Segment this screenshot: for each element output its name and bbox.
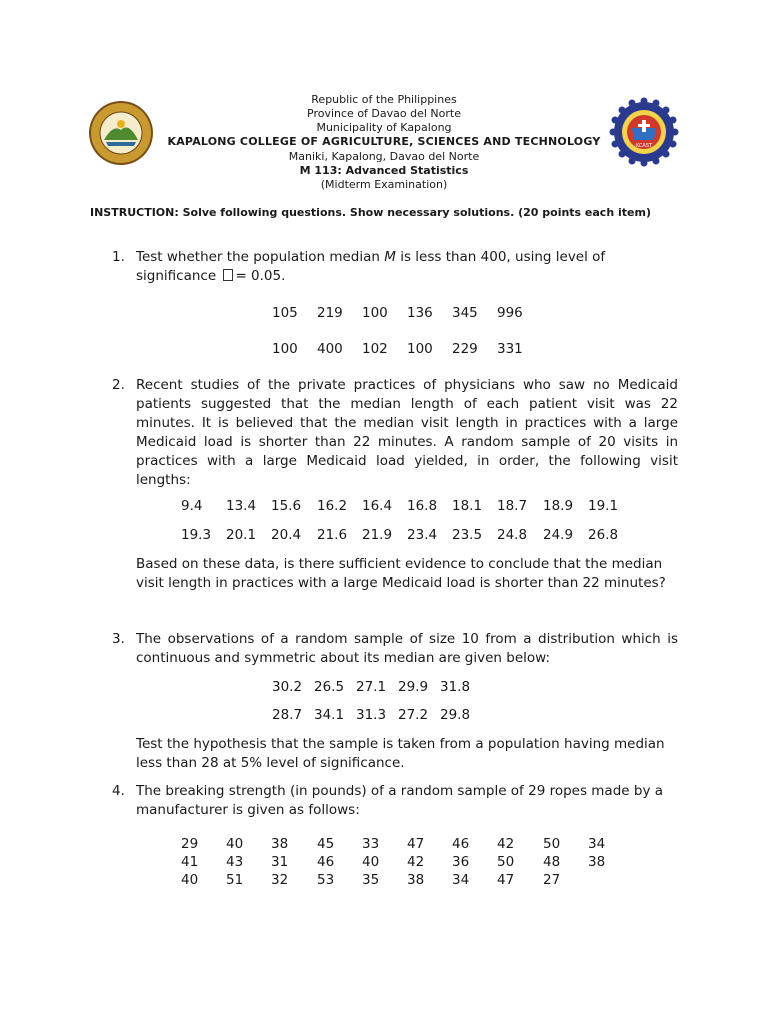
data-cell: 29.8 (440, 707, 471, 723)
data-cell: 24.8 (497, 527, 528, 543)
data-cell: 23.5 (452, 527, 483, 543)
college-name: KAPALONG COLLEGE OF AGRICULTURE, SCIENCES AND TECHNOLOGY (167, 135, 601, 148)
data-cell: 21.6 (317, 527, 348, 543)
data-cell: 29.9 (398, 679, 429, 695)
data-cell: 47 (497, 872, 515, 888)
data-cell: 345 (452, 305, 478, 321)
data-cell: 53 (317, 872, 335, 888)
question-followup: Based on these data, is there sufficient evidence to conclude that the median visit length in practices with a large Medicaid load is shorter than 22 minutes? (136, 556, 666, 591)
data-cell: 33 (362, 836, 380, 852)
data-cell: 996 (497, 305, 523, 321)
missing-glyph-box (223, 269, 233, 281)
data-cell: 51 (226, 872, 244, 888)
data-cell: 18.1 (452, 498, 483, 514)
data-cell: 27.1 (356, 679, 387, 695)
data-cell: 18.7 (497, 498, 528, 514)
data-cell: 40 (362, 854, 380, 870)
data-cell: 46 (317, 854, 335, 870)
data-cell: 35 (362, 872, 380, 888)
data-cell: 20.1 (226, 527, 257, 543)
data-cell: 102 (362, 341, 388, 357)
data-cell: 38 (271, 836, 289, 852)
data-cell: 15.6 (271, 498, 302, 514)
data-cell: 34.1 (314, 707, 345, 723)
data-cell: 43 (226, 854, 244, 870)
data-cell: 16.8 (407, 498, 438, 514)
data-cell: 40 (181, 872, 199, 888)
data-cell: 229 (452, 341, 478, 357)
data-cell: 27.2 (398, 707, 429, 723)
data-cell: 41 (181, 854, 199, 870)
course-title: M 113: Advanced Statistics (299, 164, 469, 177)
data-cell: 31.3 (356, 707, 387, 723)
data-cell: 219 (317, 305, 343, 321)
instruction-text: Solve following questions. Show necessary solutions. (20 points each item) (178, 206, 651, 219)
data-cell: 50 (497, 854, 515, 870)
data-cell: 9.4 (181, 498, 203, 514)
data-cell: 105 (272, 305, 298, 321)
data-cell: 45 (317, 836, 335, 852)
data-cell: 31 (271, 854, 289, 870)
instruction-label: INSTRUCTION: (90, 206, 179, 219)
data-cell: 47 (407, 836, 425, 852)
data-cell: 27 (543, 872, 561, 888)
data-cell: 32 (271, 872, 289, 888)
data-cell: 16.4 (362, 498, 393, 514)
data-cell: 38 (407, 872, 425, 888)
instruction (90, 206, 651, 220)
data-cell: 34 (588, 836, 606, 852)
data-cell: 48 (543, 854, 561, 870)
data-cell: 23.4 (407, 527, 438, 543)
data-cell: 20.4 (271, 527, 302, 543)
data-cell: 38 (588, 854, 606, 870)
data-cell: 46 (452, 836, 470, 852)
exam-type: (Midterm Examination) (320, 178, 448, 191)
data-cell: 19.1 (588, 498, 619, 514)
data-cell: 18.9 (543, 498, 574, 514)
data-cell: 28.7 (272, 707, 303, 723)
data-cell: 136 (407, 305, 433, 321)
question-text: The observations of a random sample of size 10 from a distribution which is continuous and symmetric about its median are given below: (136, 631, 678, 666)
data-cell: 40 (226, 836, 244, 852)
question-text: The breaking strength (in pounds) of a random sample of 29 ropes made by a manufacturer is given as follows: (136, 783, 663, 818)
data-cell: 24.9 (543, 527, 574, 543)
question-text: Test whether the population median M is less than 400, using level of significance = 0.05. (136, 249, 606, 284)
question-number: 1. (112, 249, 125, 265)
data-cell: 26.8 (588, 527, 619, 543)
data-cell: 13.4 (226, 498, 257, 514)
question-text: Recent studies of the private practices of physicians who saw no Medicaid patients suggested that the median length of each patient visit was 22 minutes. It is believed that the median visit length in practices with a large Medicaid load is shorter than 22 minutes. A random sample of 20 visits in practices with a large Medicaid load yielded, in order, the following visit lengths: (136, 377, 678, 488)
data-cell: 19.3 (181, 527, 212, 543)
question-followup: Test the hypothesis that the sample is taken from a population having median less than 28 at 5% level of significance. (136, 736, 665, 771)
seal-left-text: BAYAN NG KAPALONG (88, 95, 161, 102)
data-cell: 100 (362, 305, 388, 321)
data-cell: 50 (543, 836, 561, 852)
data-cell: 36 (452, 854, 470, 870)
seal-right-text: KCAST (635, 143, 653, 149)
header-republic: Republic of the Philippines (311, 93, 457, 106)
data-cell: 34 (452, 872, 470, 888)
header-province: Province of Davao del Norte (307, 107, 461, 120)
data-cell: 42 (407, 854, 425, 870)
data-cell: 31.8 (440, 679, 471, 695)
data-cell: 100 (272, 341, 298, 357)
data-cell: 30.2 (272, 679, 303, 695)
data-cell: 400 (317, 341, 343, 357)
question-number: 2. (112, 377, 125, 393)
data-cell: 42 (497, 836, 515, 852)
data-cell: 29 (181, 836, 199, 852)
data-cell: 331 (497, 341, 523, 357)
question-number: 4. (112, 783, 125, 799)
college-address: Maniki, Kapalong, Davao del Norte (288, 150, 480, 163)
data-cell: 16.2 (317, 498, 348, 514)
header-municipality: Municipality of Kapalong (316, 121, 452, 134)
question-number: 3. (112, 631, 125, 647)
data-cell: 100 (407, 341, 433, 357)
data-cell: 21.9 (362, 527, 393, 543)
data-cell: 26.5 (314, 679, 345, 695)
